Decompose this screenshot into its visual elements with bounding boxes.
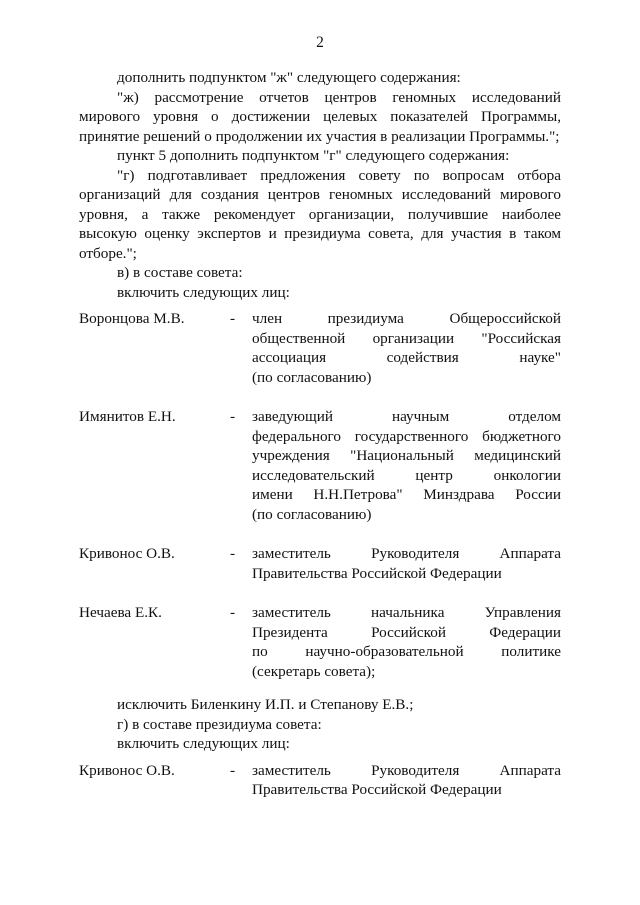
page-number: 2 xyxy=(316,34,324,51)
member-row xyxy=(79,309,561,387)
member-description-line: по научно-образовательной политике xyxy=(252,643,561,660)
document-body xyxy=(79,68,561,800)
member-description xyxy=(252,603,561,681)
member-description-line: Президента Российской Федерации xyxy=(252,623,561,641)
presidium-members-list xyxy=(79,761,561,800)
paragraph-add-subitem-zh: дополнить подпунктом "ж" следующего содержания: xyxy=(117,69,461,86)
member-description-line: (секретарь совета); xyxy=(252,662,376,680)
member-dash: - xyxy=(230,408,236,425)
member-description-line: заместитель Руководителя Аппарата xyxy=(252,545,561,562)
member-description-line: заместитель Руководителя Аппарата xyxy=(252,761,561,779)
member-description-line: исследовательский центр онкологии xyxy=(252,466,561,484)
member-row xyxy=(79,544,561,583)
member-name: Имянитов Е.Н. xyxy=(79,408,176,425)
member-description-line: учреждения "Национальный медицинский xyxy=(252,447,561,464)
paragraph-include-persons-presidium: включить следующих лиц: xyxy=(117,735,290,752)
paragraph-add-subitem-g: пункт 5 дополнить подпунктом "г" следующего содержания: xyxy=(117,147,510,164)
paragraph-subitem-zh-text: "ж) рассмотрение отчетов центров геномных исследований мирового уровня о достижении целевых показателей Программы, принятие решений о продолжении их участия в реализации Программы."; xyxy=(79,88,561,145)
paragraph-exclude-persons: исключить Биленкину И.П. и Степанову Е.В.; xyxy=(117,696,414,713)
member-description-line: заместитель начальника Управления xyxy=(252,604,561,621)
member-description-line: (по согласованию) xyxy=(252,505,372,523)
paragraph-subitem-g-text: "г) подготавливает предложения совету по вопросам отбора организаций для создания центров геномных исследований мирового уровня, а также рекомендует организации, получившие наиболее высокую оценку экспертов и президиума совета, для участия в таком отборе."; xyxy=(79,166,561,262)
member-description xyxy=(252,544,561,583)
member-description xyxy=(252,309,561,387)
member-dash: - xyxy=(230,545,236,562)
middle-paragraphs xyxy=(79,695,561,754)
member-description-line: член президиума Общероссийской xyxy=(252,310,561,327)
member-description xyxy=(252,407,561,524)
member-description-line: Правительства Российской Федерации xyxy=(252,781,502,798)
member-description-line: (по согласованию) xyxy=(252,368,372,386)
paragraph-council-composition: в) в составе совета: xyxy=(117,264,243,281)
member-description-line: федерального государственного бюджетного xyxy=(252,427,561,445)
member-dash: - xyxy=(230,604,236,621)
member-description-line: общественной организации "Российская xyxy=(252,329,561,347)
member-row xyxy=(79,407,561,524)
member-row xyxy=(79,761,561,800)
member-description-line: ассоциация содействия науке" xyxy=(252,349,561,366)
member-description-line: имени Н.Н.Петрова" Минздрава России xyxy=(252,486,561,503)
member-description xyxy=(252,761,561,800)
member-dash: - xyxy=(230,310,236,327)
member-description-line: Правительства Российской Федерации xyxy=(252,564,502,582)
paragraph-include-persons: включить следующих лиц: xyxy=(117,283,290,301)
member-name: Воронцова М.В. xyxy=(79,310,185,327)
member-name: Кривонос О.В. xyxy=(79,545,175,562)
member-description-line: заведующий научным отделом xyxy=(252,408,561,425)
paragraph-presidium-composition: г) в составе президиума совета: xyxy=(117,715,322,733)
member-name: Кривонос О.В. xyxy=(79,761,175,779)
council-members-list xyxy=(79,309,561,681)
member-row xyxy=(79,603,561,681)
member-dash: - xyxy=(230,761,236,779)
member-name: Нечаева Е.К. xyxy=(79,604,162,621)
